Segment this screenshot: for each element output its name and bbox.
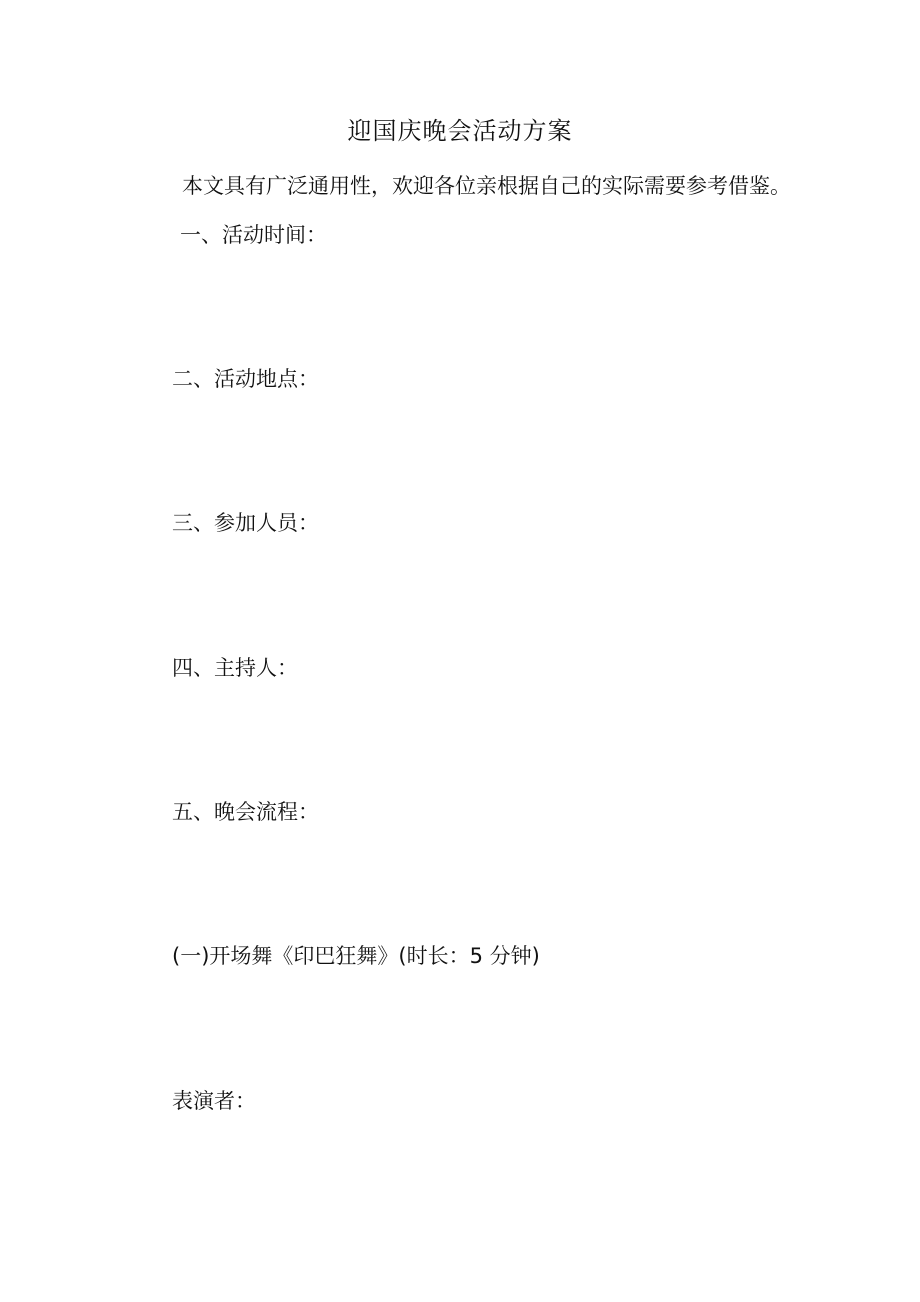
intro-paragraph: 本文具有广泛通用性，欢迎各位亲根据自己的实际需要参考借鉴。: [182, 174, 791, 198]
section-heading-host: 四、主持人：: [172, 656, 298, 680]
section-heading-activity-location: 二、活动地点：: [172, 367, 319, 391]
section-heading-participants: 三、参加人员：: [172, 511, 319, 535]
program-item-opening-dance: (一)开场舞《印巴狂舞》(时长：5 分钟): [172, 944, 540, 968]
performer-label: 表演者：: [172, 1089, 256, 1113]
document-title: 迎国庆晚会活动方案: [347, 117, 573, 145]
section-heading-program-flow: 五、晚会流程：: [172, 800, 319, 824]
section-heading-activity-time: 一、活动时间：: [180, 223, 327, 247]
